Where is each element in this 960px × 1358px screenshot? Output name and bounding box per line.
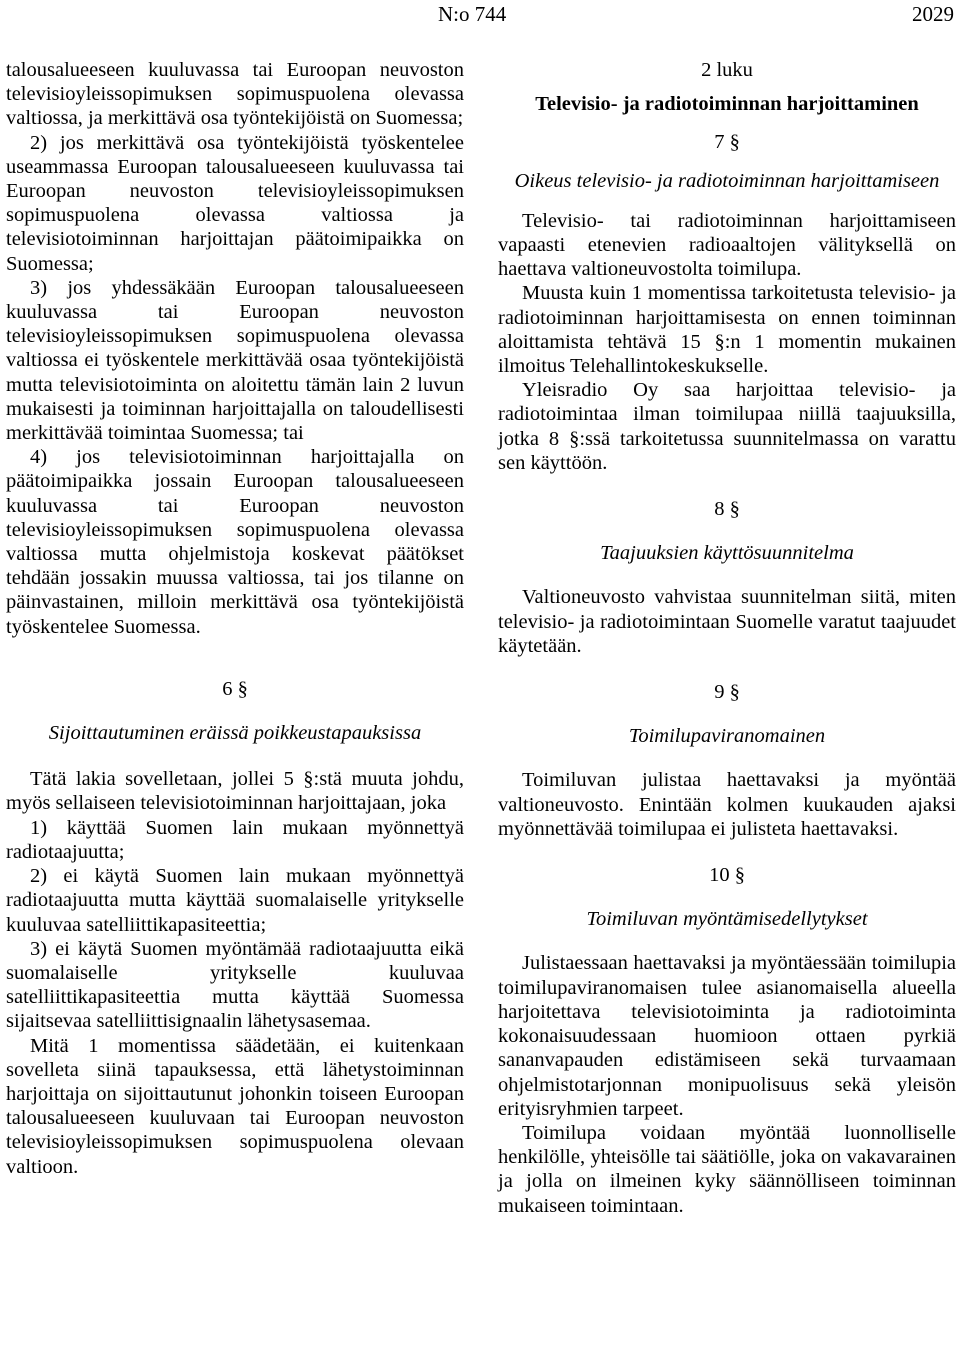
page-header — [0, 0, 960, 30]
paragraph: Valtioneuvosto vahvistaa suunnitelman siitä, miten televisio- ja radiotoimintaan Suomelle varatut taajuudet käytetään. — [498, 586, 956, 657]
paragraph: Tätä lakia sovelletaan, jollei 5 §:stä muuta johdu, myös sellaiseen televisiotoiminnan harjoittajaan, joka — [6, 768, 464, 815]
list-item: 2) ei käytä Suomen lain mukaan myönnettyä radiotaajuutta mutta käyttää suomalaiselle yritykselle kuuluvaa satelliittikapasiteettia; — [6, 865, 464, 936]
paragraph: Yleisradio Oy saa harjoittaa televisio- ja radiotoimintaa ilman toimilupaa niillä taajuuksilla, jotka 8 §:ssä tarkoitetussa suunnitelmassa on varattu sen käyttöön. — [498, 379, 956, 474]
list-item: 1) käyttää Suomen lain mukaan myönnettyä radiotaajuutta; — [6, 816, 464, 863]
section-number: 9 § — [714, 681, 740, 704]
section-title: Toimiluvan myöntämisedellytykset — [586, 908, 868, 931]
paragraph: Televisio- tai radiotoiminnan harjoittamiseen vapaasti etenevien radioaaltojen välityksellä on haettava valtioneuvostolta toimilupa. — [498, 209, 956, 281]
paragraph: Muusta kuin 1 momentissa tarkoitetusta televisio- ja radiotoiminnan harjoittamisesta on ennen toiminnan aloittamista tehtävä 15 §:n 1 momentin mukainen ilmoitus Telehallintokeskukselle. — [498, 282, 956, 378]
left-column — [6, 58, 464, 1179]
chapter-number: 2 luku — [701, 59, 753, 81]
section-number: 10 § — [709, 864, 745, 887]
paragraph: Toimiluvan julistaa haettavaksi ja myöntää valtioneuvosto. Enintään kolmen kuukauden ajaksi myönnettävää toimilupaa ei julisteta haettavaksi. — [498, 769, 956, 840]
right-column — [498, 58, 956, 1218]
section-title: Toimilupaviranomainen — [628, 725, 826, 748]
page-number: 2029 — [912, 2, 954, 26]
chapter-title: Televisio- ja radiotoiminnan harjoittaminen — [535, 93, 919, 116]
section-title: Taajuuksien käyttösuunnitelma — [600, 542, 854, 565]
paragraph: Julistaessaan haettavaksi ja myöntäessään toimilupia toimilupaviranomaisen tulee asianomaisella alueella harjoitettava televisiotoiminta ja radiotoiminta kokonaisuudessaan huomioon ottaen pyrkiä sananvapauden edistämiseen sekä turvaamaan ohjelmistotarjonnan monipuolisuus sekä yleisön erityisryhmien tarpeet. — [498, 952, 956, 1120]
paragraph: Toimilupa voidaan myöntää luonnolliselle henkilölle, yhteisölle tai säätiölle, joka on vakavarainen ja jolla on ilmeinen kyky säännölliseen toiminnan mukaiseen toimintaan. — [498, 1121, 956, 1217]
paragraph: talousalueeseen kuuluvassa tai Euroopan neuvoston televisioyleissopimuksen sopimuspuolena olevassa valtiossa, ja merkittävä osa työntekijöistä on Suomessa; — [6, 59, 464, 130]
section-number: 6 § — [222, 677, 248, 700]
list-item: 3) jos yhdessäkään Euroopan talousalueeseen kuuluvassa tai Euroopan neuvoston televisioyleissopimuksen sopimuspuolena olevassa valtiossa ei työskentele merkittävää osaa työntekijöistä mutta televisiotoiminta on aloitettu tämän lain 2 luvun mukaisesti ja toiminnan harjoittajalla on taloudellisesti merkittävää toimintaa Suomessa; tai — [6, 276, 464, 445]
list-item: 4) jos televisiotoiminnan harjoittajalla on päätoimipaikka jossain Euroopan talousalueeseen kuuluvassa tai Euroopan neuvoston televisioyleissopimuksen sopimuspuolena olevassa valtiossa mutta ohjelmistoja koskevat päätökset tehdään jossakin muussa valtiossa, tai jos tilanne on päinvastainen, milloin merkittävä osa työntekijöistä työskentelee Suomessa. — [6, 446, 464, 638]
section-title: Sijoittautuminen eräissä poikkeustapauksissa — [48, 722, 422, 745]
section-number: 8 § — [714, 498, 740, 521]
paragraph: Mitä 1 momentissa säädetään, ei kuitenkaan sovelleta siinä tapauksessa, että lähetystoiminnan harjoittaja on sijoittautunut johonkin toiseen Euroopan talousalueeseen kuuluvaan tai Euroopan neuvoston televisioyleissopimuksen sopimuspuolena olevaan valtioon. — [6, 1034, 464, 1178]
statute-number: N:o 744 — [438, 2, 507, 26]
list-item: 2) jos merkittävä osa työntekijöistä työskentelee useammassa Euroopan talousalueeseen kuuluvassa tai Euroopan neuvoston televisioyleissopimuksen sopimuspuolena olevassa valtiossa ja televisiotoiminnan harjoittajan päätoimipaikka on Suomessa; — [6, 131, 464, 275]
section-title: Oikeus televisio- ja radiotoiminnan harjoittamiseen — [514, 169, 940, 192]
list-item: 3) ei käytä Suomen myöntämää radiotaajuutta eikä suomalaiselle yritykselle kuuluvaa satelliittikapasiteettia mutta käyttää Suomessa sijaitsevaa satelliittisignaalin lähetysasemaa. — [6, 937, 464, 1033]
section-number: 7 § — [714, 131, 740, 154]
